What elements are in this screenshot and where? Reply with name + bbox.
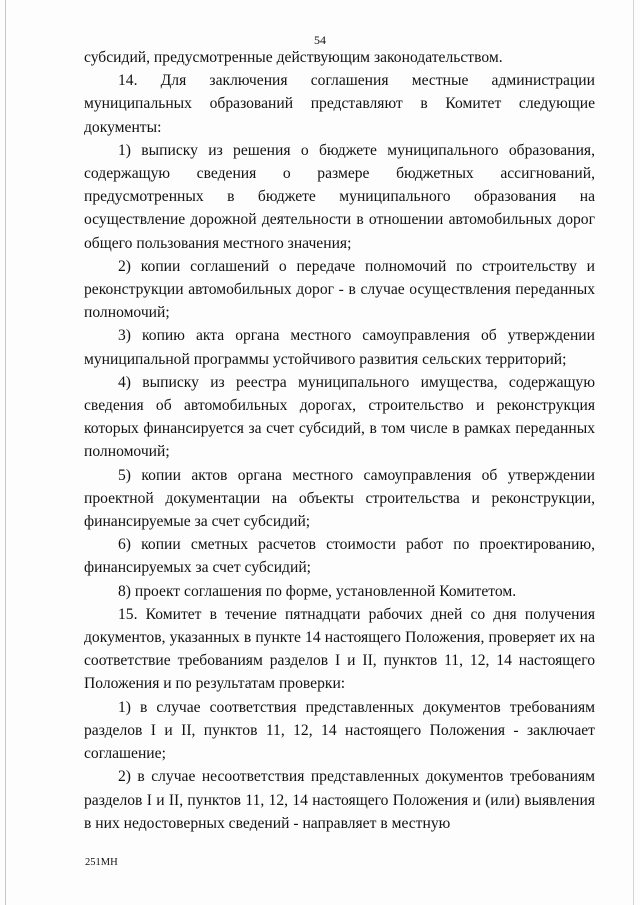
list-item-3: 3) копию акта органа местного самоуправления об утверждении муниципальной программы устойчивого развития сельских территорий;: [84, 327, 595, 368]
list-item-1: 1) выписку из решения о бюджете муниципального образования, содержащую сведения о размере бюджетных ассигнований, предусмотренных в бюджете муниципального образования на осуществление дорожной деятельности в отношении автомобильных дорог общего пользования местного значения;: [84, 141, 595, 252]
list-item-6: 6) копии сметных расчетов стоимости работ по проектированию, финансируемых за счет субсидий;: [84, 536, 595, 577]
list-item-15-2: 2) в случае несоответствия представленных документов требованиям разделов I и II, пунктов 11, 12, 14 настоящего Положения и (или) выявления в них недостоверных сведений - направляет в местную: [84, 768, 595, 832]
paragraph-clause-15: 15. Комитет в течение пятнадцати рабочих дней со дня получения документов, указанных в пункте 14 настоящего Положения, проверяет их на соответствие требованиям разделов I и II, пунктов 11, 12, 14 настоящего Положения и по результатам проверки:: [84, 605, 595, 693]
list-item-8: 8) проект соглашения по форме, установленной Комитетом.: [118, 582, 517, 600]
list-item-4: 4) выписку из реестра муниципального имущества, содержащую сведения об автомобильных дорогах, строительство и реконструкция которых финансируется за счет субсидий, в том числе в рамках переданных полномочий;: [84, 373, 595, 461]
scan-edge-left: [5, 0, 6, 905]
list-item-5: 5) копии актов органа местного самоуправления об утверждении проектной документации на объекты строительства и реконструкции, финансируемые за счет субсидий;: [84, 466, 595, 531]
document-body: [84, 46, 595, 835]
paragraph-continuation: субсидий, предусмотренные действующим законодательством.: [84, 49, 503, 66]
paragraph-clause-14: 14. Для заключения соглашения местные администрации муниципальных образований представляют в Комитет следующие документы:: [84, 72, 595, 136]
page-number: 54: [314, 33, 326, 47]
footer-code: 251МН: [85, 857, 118, 868]
list-item-2: 2) копии соглашений о передаче полномочий по строительству и реконструкции автомобильных дорог - в случае осуществления переданных полномочий;: [84, 257, 595, 322]
scan-edge-right: [633, 0, 634, 905]
list-item-15-1: 1) в случае соответствия представленных документов требованиям разделов I и II, пунктов 11, 12, 14 настоящего Положения - заключает соглашение;: [84, 698, 595, 763]
